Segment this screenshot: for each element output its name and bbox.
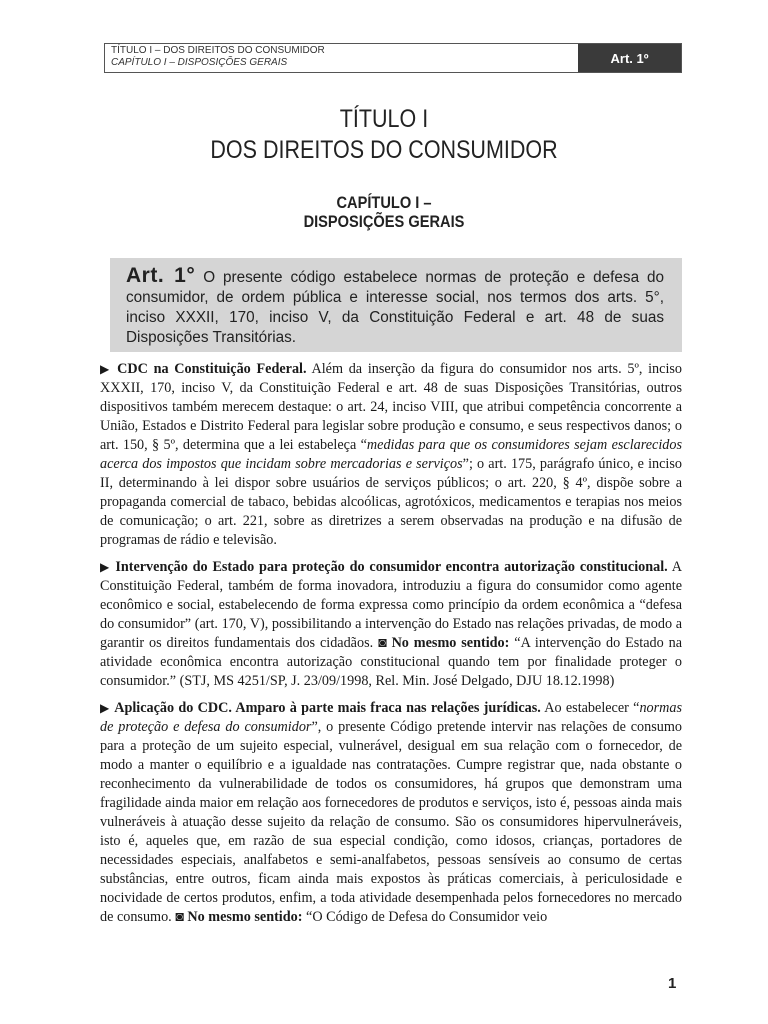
- article-box: [110, 258, 682, 352]
- note-text: Ao estabelecer “: [540, 700, 640, 716]
- note-text: ”, o presente Código pretende intervir nas relações de consumo para a proteção de um sujeito especial, vulnerável, desigual em sua relação com o fornecedor, de modo a manter o equilíbrio e a igualdade nas contratações. Cumpre registrar que, nada obstante o reconhecimento da vulnerabilidade de todos os consumidores, há grupos que demonstram uma fragilidade ainda maior em relação aos fornecedores de produtos e serviços, isto é, pessoas ainda mais vulneráveis à atuação desse sujeito da relação de consumo. São os consumidores hipervulneráveis, isto é, aqueles que, em razão de sua especial condição, como idosos, crianças, portadores de necessidades especiais, analfabetos e semi-analfabetos, pessoas sensíveis ao consumo de certas substâncias, entre outros, ficam ainda mais expostos às práticas comerciais, à periculosidade e nocividade de certos produtos, enfim, a toda atividade desempenhada pelos fornecedores no mercado de consumo.: [100, 719, 682, 925]
- note-text: “O Código de Defesa do Consumidor veio: [302, 909, 548, 925]
- note-quote: medidas para que os consumidores sejam esclarecidos acerca dos impostos que incidam sobre mercadorias e serviços: [100, 437, 683, 472]
- running-header: [104, 43, 682, 73]
- note-text: Além da inserção da figura do consumidor nos arts. 5º, inciso XXXII, 170, inciso V, da Constituição Federal e art. 48 de suas Disposições Transitórias, outros dispositivos também merecem destaque: o art. 24, inciso VIII, que atribui competência concorrente a União, Estados e Distrito Federal para legislar sobre produção e consumo, e seus respectivos danos; o art. 150, § 5º, determina que a lei estabeleça “: [100, 361, 682, 453]
- triangle-bullet-icon: ▶: [100, 701, 110, 715]
- note-heading: Intervenção do Estado para proteção do consumidor encontra autorização constitucional.: [115, 559, 668, 575]
- note-paragraph: [100, 558, 682, 691]
- note-subheading: No mesmo sentido:: [187, 909, 303, 925]
- article-label: Art. 1°: [126, 264, 196, 287]
- note-paragraph: [100, 360, 682, 550]
- triangle-bullet-icon: ▶: [100, 362, 112, 376]
- commentary-body: [100, 360, 682, 935]
- reference-icon: ◙: [378, 635, 387, 651]
- article-text: O presente código estabelece normas de proteção e defesa do consumidor, de ordem pública e interesse social, nos termos dos arts. 5°, inciso XXXII, 170, inciso V, da Constituição Federal e art. 48 de suas Disposições Transitórias.: [126, 269, 665, 346]
- note-text: A Constituição Federal, também de forma inovadora, introduziu a figura do consumidor como agente econômico e social, estabelecendo de forma expressa como princípio da ordem econômica a “defesa do consumidor” (art. 170, V), possibilitando a intervenção do Estado nas relações privadas, de modo a garantir os direitos fundamentais dos cidadãos.: [100, 559, 682, 651]
- note-text: ”; o art. 175, parágrafo único, e inciso II, determinando à lei dispor sobre usuários de serviços públicos; o art. 220, § 4º, dispõe sobre a propaganda comercial de tabaco, bebidas alcoólicas, agrotóxicos, medicamentos e terapias nos meios de comunicação; o art. 221, sobre as diretrizes a serem observadas na produção e na difusão de programas de rádio e televisão.: [100, 456, 682, 548]
- header-chapter-line: CAPÍTULO I – DISPOSIÇÕES GERAIS: [111, 57, 288, 68]
- header-breadcrumb: [105, 44, 578, 72]
- chapter-subheading: DISPOSIÇÕES GERAIS: [303, 212, 465, 231]
- title-subheading: DOS DIREITOS DO CONSUMIDOR: [210, 136, 558, 164]
- note-heading: CDC na Constituição Federal.: [117, 361, 307, 377]
- note-text: “A intervenção do Estado na atividade econômica encontra autorização constitucional quando tem por finalidade proteger o consumidor.” (STJ, MS 4251/SP, J. 23/09/1998, Rel. Min. José Delgado, DJU 18.12.1998): [100, 635, 683, 689]
- reference-icon: ◙: [175, 909, 184, 925]
- title-heading: TÍTULO I: [339, 105, 429, 133]
- note-heading: Aplicação do CDC. Amparo à parte mais fraca nas relações jurídicas.: [114, 700, 541, 716]
- page-number: 1: [668, 975, 677, 992]
- note-subheading: No mesmo sentido:: [391, 635, 510, 651]
- triangle-bullet-icon: ▶: [100, 560, 111, 574]
- header-title-line: TÍTULO I – DOS DIREITOS DO CONSUMIDOR: [111, 45, 325, 56]
- note-paragraph: [100, 699, 682, 927]
- header-article-badge: Art. 1º: [578, 44, 681, 72]
- note-quote: normas de proteção e defesa do consumidor: [100, 700, 683, 735]
- chapter-heading: CAPÍTULO I –: [336, 193, 432, 212]
